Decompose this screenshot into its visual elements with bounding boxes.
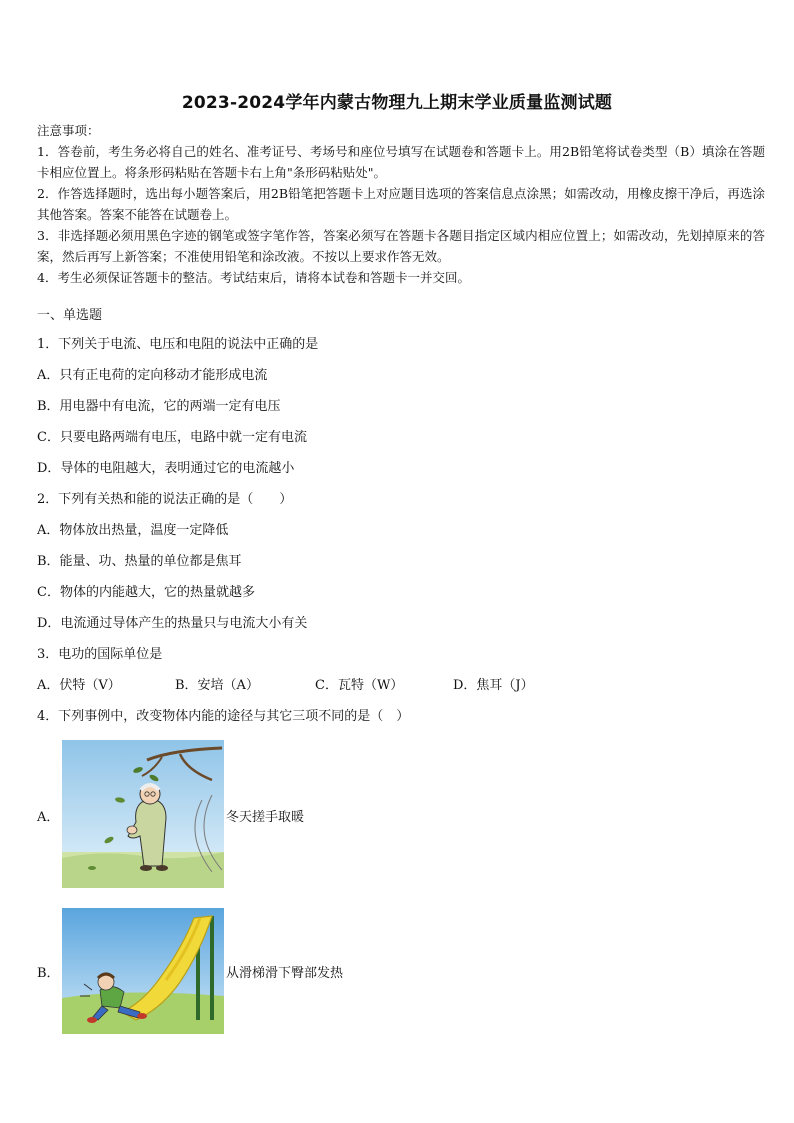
question-3-option-b: B．安培（A）	[175, 678, 259, 693]
question-2-stem: 2．下列有关热和能的说法正确的是（ ）	[37, 492, 293, 507]
question-2-option-d: D．电流通过导体产生的热量只与电流大小有关	[37, 616, 308, 631]
question-2-option-a: A．物体放出热量，温度一定降低	[37, 523, 229, 538]
question-4-option-b-caption: 从滑梯滑下臀部发热	[226, 966, 344, 981]
question-1-option-c: C．只要电路两端有电压，电路中就一定有电流	[37, 430, 307, 445]
question-3-option-d: D．焦耳（J）	[453, 678, 534, 693]
notice-item-2: 2．作答选择题时，选出每小题答案后，用2B铅笔把答题卡上对应题目选项的答案信息点涂黑；如需改动，用橡皮擦干净后，再选涂其他答案。答案不能答在试题卷上。	[37, 186, 765, 222]
question-1-stem: 1．下列关于电流、电压和电阻的说法中正确的是	[37, 337, 319, 352]
notice-block	[37, 120, 765, 288]
notice-item-4: 4．考生必须保证答题卡的整洁。考试结束后，请将本试卷和答题卡一并交回。	[37, 270, 470, 285]
question-3-option-c: C．瓦特（W）	[315, 678, 404, 693]
question-4-stem: 4．下列事例中，改变物体内能的途径与其它三项不同的是（ ）	[37, 709, 410, 724]
question-4-option-a-letter: A．	[37, 810, 60, 825]
question-1-option-a: A．只有正电荷的定向移动才能形成电流	[37, 368, 268, 383]
question-4-option-a-caption: 冬天搓手取暖	[226, 810, 305, 825]
slide-illustration	[62, 908, 224, 1034]
question-2-option-b: B．能量、功、热量的单位都是焦耳	[37, 554, 242, 569]
page-title: 2023-2024学年内蒙古物理九上期末学业质量监测试题	[181, 93, 613, 113]
question-3-option-a: A．伏特（V）	[37, 678, 121, 693]
notice-item-3: 3．非选择题必须用黑色字迹的钢笔或签字笔作答，答案必须写在答题卡各题目指定区域内相应位置上；如需改动，先划掉原来的答案，然后再写上新答案；不准使用铅笔和涂改液。不按以上要求作答无效。	[37, 228, 765, 264]
question-3-stem: 3．电功的国际单位是	[37, 647, 163, 662]
question-1-option-b: B．用电器中有电流，它的两端一定有电压	[37, 399, 281, 414]
rubbing-hands-illustration	[62, 740, 224, 888]
question-2-option-c: C．物体的内能越大，它的热量就越多	[37, 585, 255, 600]
question-1-option-d: D．导体的电阻越大，表明通过它的电流越小	[37, 461, 295, 476]
section-title: 一、单选题	[37, 308, 103, 323]
notice-heading: 注意事项：	[37, 123, 100, 138]
notice-item-1: 1．答卷前，考生务必将自己的姓名、准考证号、考场号和座位号填写在试题卷和答题卡上。用2B铅笔将试卷类型（B）填涂在答题卡相应位置上。将条形码粘贴在答题卡右上角"条形码粘贴处"。	[37, 144, 765, 180]
question-4-option-b-letter: B．	[37, 966, 60, 981]
